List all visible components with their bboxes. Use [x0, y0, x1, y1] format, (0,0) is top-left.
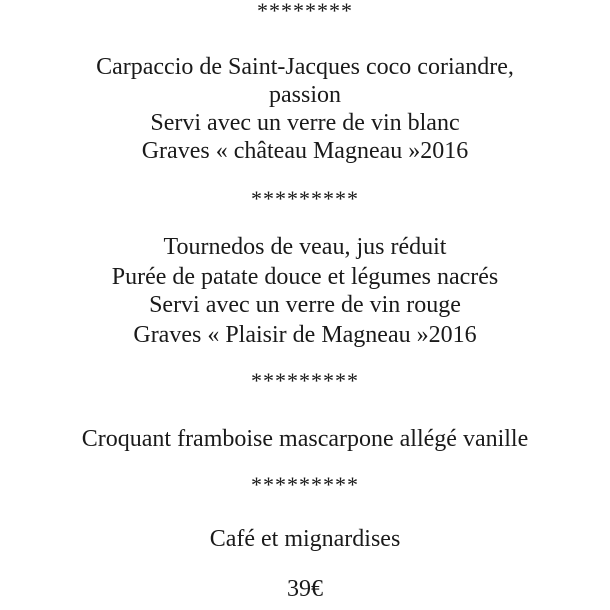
price: 39€ [287, 576, 323, 602]
coffee-line: Café et mignardises [209, 526, 401, 552]
separator-1: ********* [251, 186, 359, 211]
starter-wine-name: Graves « château Magneau »2016 [141, 138, 469, 164]
starter-name-line-2: passion [269, 82, 341, 108]
separator-top: ******** [257, 0, 353, 23]
main-course-line-1: Tournedos de veau, jus réduit [163, 234, 447, 260]
dessert-line: Croquant framboise mascarpone allégé vanille [81, 426, 529, 452]
main-course-line-2: Purée de patate douce et légumes nacrés [111, 264, 499, 290]
main-wine-name: Graves « Plaisir de Magneau »2016 [133, 322, 477, 348]
starter-name-line-1: Carpaccio de Saint-Jacques coco coriandre, [96, 54, 514, 80]
main-wine-line: Servi avec un verre de vin rouge [149, 292, 461, 318]
separator-3: ********* [251, 472, 359, 497]
separator-2: ********* [251, 368, 359, 393]
starter-wine-line: Servi avec un verre de vin blanc [150, 110, 460, 136]
